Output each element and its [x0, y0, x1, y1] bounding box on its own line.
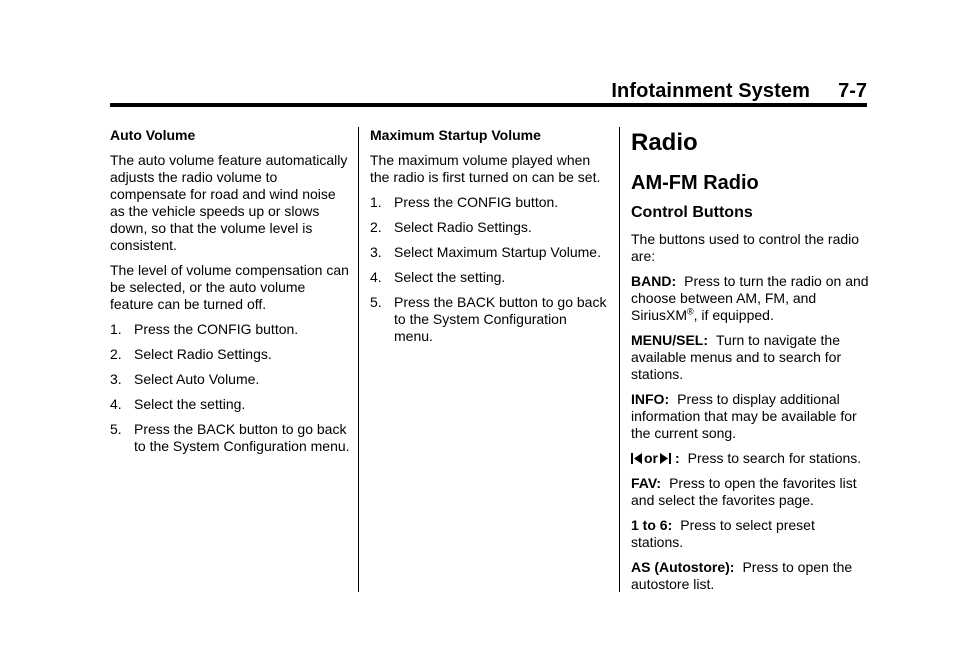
page-number: 7-7: [838, 80, 867, 102]
seek-entry: [631, 450, 869, 467]
fav-text: Press to open the favorites list and select the favorites page.: [631, 475, 857, 508]
info-entry: [631, 391, 869, 442]
radio-heading: Radio: [631, 129, 698, 156]
autostore-entry: [631, 559, 869, 593]
step-number: 4.: [110, 396, 122, 412]
step-number: 4.: [370, 269, 382, 285]
registered-mark: ®: [687, 306, 694, 317]
auto-volume-heading: Auto Volume: [110, 127, 196, 143]
fav-term: FAV:: [631, 475, 662, 491]
menu-sel-entry: [631, 332, 869, 383]
step-text: Press the BACK button to go back to the System Configuration menu.: [394, 294, 607, 344]
step-text: Select Radio Settings.: [134, 346, 272, 362]
band-term: BAND:: [631, 273, 677, 289]
column-max-startup-volume: [370, 127, 608, 353]
control-buttons-intro: The buttons used to control the radio are:: [631, 231, 860, 264]
step-number: 1.: [370, 194, 382, 210]
preset-text: Press to select preset stations.: [631, 517, 815, 550]
auto-volume-para-1: The auto volume feature automatically adjusts the radio volume to compensate for road and wind noise as the vehicle speeds up or slows down, so that the volume level is consistent.: [110, 152, 348, 253]
auto-volume-step: [110, 396, 350, 413]
section-title: Infotainment System: [611, 80, 810, 102]
max-startup-heading: Maximum Startup Volume: [370, 127, 541, 143]
step-number: 5.: [110, 421, 122, 437]
band-tail: , if equipped.: [693, 307, 774, 323]
step-text: Select the setting.: [134, 396, 246, 412]
step-text: Select the setting.: [394, 269, 506, 285]
step-number: 5.: [370, 294, 382, 310]
max-startup-para: The maximum volume played when the radio is first turned on can be set.: [370, 152, 601, 185]
seek-forward-icon: [660, 450, 671, 466]
header-rule: [110, 103, 867, 107]
max-startup-step: [370, 194, 608, 211]
step-text: Select Maximum Startup Volume.: [394, 244, 601, 260]
auto-volume-para-2: The level of volume compensation can be selected, or the auto volume feature can be turned off.: [110, 262, 349, 312]
info-text: Press to display additional information that may be available for the current song.: [631, 391, 857, 441]
info-term: INFO:: [631, 391, 670, 407]
seek-text: Press to search for stations.: [687, 450, 862, 466]
step-text: Select Radio Settings.: [394, 219, 532, 235]
seek-back-icon: [631, 450, 642, 466]
preset-entry: [631, 517, 869, 551]
auto-volume-step: [110, 321, 350, 338]
band-text: Press to turn the radio on and choose between AM, FM, and SiriusXM: [631, 273, 869, 323]
step-text: Press the CONFIG button.: [394, 194, 559, 210]
control-buttons-heading: Control Buttons: [631, 204, 753, 221]
step-number: 2.: [110, 346, 122, 362]
column-auto-volume: [110, 127, 350, 463]
step-text: Select Auto Volume.: [134, 371, 260, 387]
auto-volume-step: [110, 421, 350, 455]
max-startup-step: [370, 219, 608, 236]
step-number: 3.: [370, 244, 382, 260]
auto-volume-step: [110, 371, 350, 388]
menu-sel-term: MENU/SEL:: [631, 332, 708, 348]
column-radio: [631, 127, 869, 601]
max-startup-step: [370, 294, 608, 345]
preset-term: 1 to 6:: [631, 517, 673, 533]
autostore-text: Press to open the autostore list.: [631, 559, 853, 592]
max-startup-step: [370, 269, 608, 286]
step-number: 1.: [110, 321, 122, 337]
am-fm-radio-heading: AM-FM Radio: [631, 172, 759, 194]
seek-or-text: or: [644, 450, 658, 466]
step-number: 2.: [370, 219, 382, 235]
column-divider-1: [358, 127, 359, 592]
column-divider-2: [619, 127, 620, 592]
fav-entry: [631, 475, 869, 509]
step-text: Press the BACK button to go back to the System Configuration menu.: [134, 421, 350, 454]
autostore-term: AS (Autostore):: [631, 559, 735, 575]
band-entry: [631, 273, 869, 324]
menu-sel-text: Turn to navigate the available menus and to search for stations.: [631, 332, 842, 382]
max-startup-step: [370, 244, 608, 261]
step-number: 3.: [110, 371, 122, 387]
step-text: Press the CONFIG button.: [134, 321, 299, 337]
auto-volume-step: [110, 346, 350, 363]
seek-colon: :: [675, 450, 680, 466]
